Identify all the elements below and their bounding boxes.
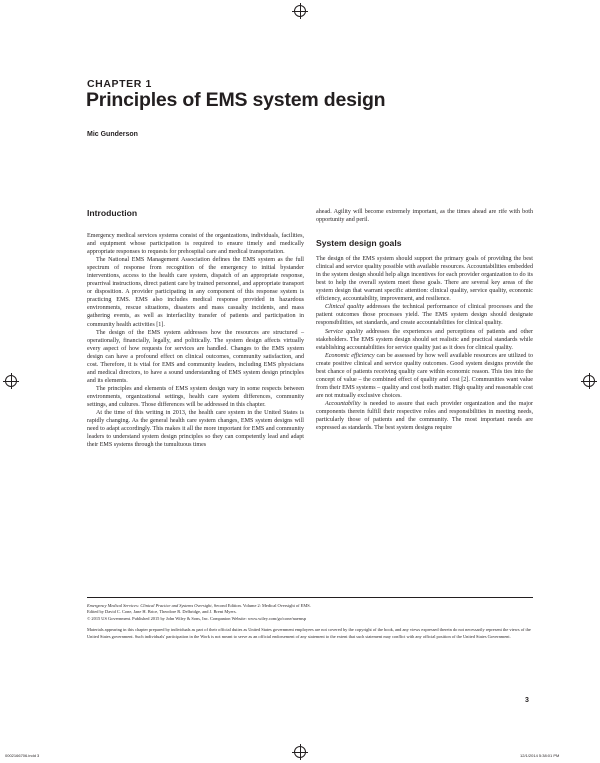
- book-edition: , Second Edition. Volume 2: Medical Oversight of EMS.: [211, 603, 311, 608]
- chapter-title: Principles of EMS system design: [86, 89, 386, 111]
- registration-mark-top-icon: [294, 5, 306, 17]
- paragraph: The design of the EMS system addresses how the resources are structured – operationally, financially, legally, and politically. The system design affects virtually every aspect of how requests for services are handled. Changes to the EMS system design can have a profound effect on clinical outcomes, community satisfaction, and cost. Therefore, it is vital for EMS and community leaders, including EMS physicians and medical directors, to have a sound understanding of EMS system design principles and its elements.: [87, 329, 304, 384]
- term-text: can be assessed by how well available resources are utilized to create positive clinical and service quality outcomes. Good system designs provide the best chance of patients receiving quality care within economic reason. This ties into the concept of value – the combined effect of quality and cost [2]. Communities want value from their EMS systems – quality and cost both matter. High quality and reasonable cost are not mutually exclusive choices.: [316, 352, 533, 399]
- paragraph-economic-efficiency: [316, 352, 533, 400]
- paragraph: The design of the EMS system should support the primary goals of providing the best clinical and service quality possible with available resources. Accountabilities embedded in the system design should help align incentives for each provider organization to do its best to help the overall system meet these goals. There are several key areas of the system design that warrant specific attention: clinical quality, service quality, economic efficiency, accountability, improvement, and resilience.: [316, 256, 533, 303]
- term-text: addresses the technical performance of clinical processes and the patient outcomes those processes yield. The EMS system design should designate responsibilities, set standards, and create accountabilities for clinical quality.: [316, 304, 533, 327]
- section-heading-introduction: Introduction: [87, 208, 138, 218]
- paragraph: The principles and elements of EMS system design vary in some respects between environments, organizational settings, health care system differences, community settings, and cultures. Those differences will be addressed in this chapter.: [87, 385, 304, 408]
- footnotes: [87, 597, 533, 645]
- book-title: Emergency Medical Services: Clinical Practice and Systems Oversight: [87, 603, 212, 608]
- term: Service quality: [325, 328, 363, 335]
- copyright-line: © 2015 US Government. Published 2015 by John Wiley & Sons, Inc. Companion Website: www.wiley.com/go/cone/naemsp: [87, 615, 307, 621]
- paragraph-service-quality: [316, 328, 533, 352]
- paragraph: Emergency medical services systems consist of the organizations, individuals, facilities, and equipment whose participation is required to ensure timely and medically appropriate responses to requests for prehospital care and medical transportation.: [87, 233, 304, 256]
- slug-timestamp: 12/1/2014 5:38:01 PM: [520, 753, 560, 758]
- paragraph-clinical-quality: [316, 303, 533, 327]
- slug-filename: 0002166706.indd 3: [5, 753, 40, 758]
- page-number: 3: [525, 697, 529, 704]
- right-column: [316, 208, 533, 432]
- term-text: addresses the experiences and perceptions of patients and other stakeholders. The EMS system design should set realistic and practical standards while establishing accountabilities for service quality just as it does for clinical quality.: [316, 328, 533, 351]
- paragraph: The National EMS Management Association defines the EMS system as the full spectrum of response from recognition of the emergency to initial bystander interventions, access to the health care system, dispatch of an appropriate response, prearrival instructions, direct patient care by trained personnel, and appropriate transport or disposition. A provider participating in any component of this response system is practicing EMS. EMS also includes medical response provided in hazardous environments, rescue situations, disasters and mass casualty incidents, and mass gathering events, as well as interfacility transfer of patients and participation in community health activities [1].: [87, 257, 304, 328]
- citation-block: [87, 603, 533, 622]
- registration-mark-bottom-icon: [294, 746, 306, 758]
- term: Accountability: [325, 400, 361, 407]
- paragraph-accountability: [316, 400, 533, 432]
- term: Economic efficiency: [325, 352, 375, 359]
- author-name: Mic Gunderson: [87, 131, 138, 138]
- left-column: [87, 208, 304, 449]
- term: Clinical quality: [325, 304, 365, 311]
- paragraph-continuation: ahead. Agility will become extremely important, as the times ahead are rife with both opportunity and peril.: [316, 209, 533, 224]
- chapter-label: CHAPTER 1: [87, 78, 152, 90]
- term-text: is needed to assure that each provider organization and the major components therein fulfill their respective roles and responsibilities in meeting needs, particularly those of patients and the community. The most important needs are expressed as standards. The best system designs require: [316, 400, 533, 432]
- paragraph: At the time of this writing in 2013, the health care system in the United States is rapidly changing. As the general health care system changes, EMS system designs will need to adapt accordingly. This makes it all the more important for EMS and community leaders to understand system design principles so they can competently lead and adapt their EMS systems through the tumultuous times: [87, 410, 304, 449]
- registration-mark-left-icon: [5, 375, 17, 387]
- editors-line: Edited by David C. Cone, Jane H. Brice, Theodore R. Delbridge, and J. Brent Myers.: [87, 609, 237, 615]
- section-heading-system-design-goals: System design goals: [316, 238, 402, 249]
- disclaimer: Materials appearing in this chapter prepared by individuals as part of their official duties as United States government employees are not covered by the copyright of the book, and any views expressed therein do not necessarily represent the views of the United States government. Such individuals' participation in the Work is not meant to serve as an official endorsement of any statement to the extent that such statement may conflict with any official position of the United States Government.: [87, 627, 531, 639]
- registration-mark-right-icon: [583, 375, 595, 387]
